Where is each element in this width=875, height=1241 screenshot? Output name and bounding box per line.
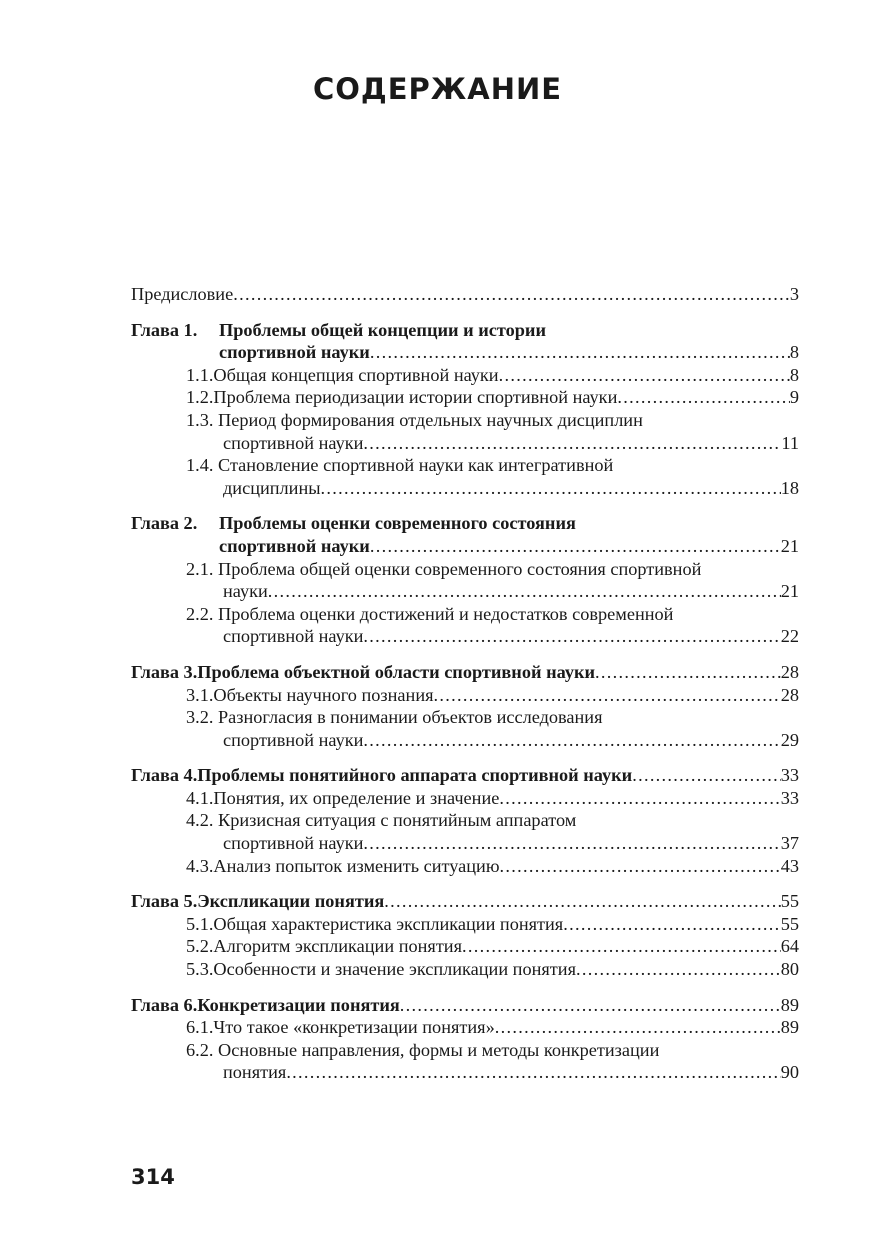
section-title: Общая характеристика экспликации понятия xyxy=(213,913,564,934)
dot-leader xyxy=(363,729,780,752)
section-entry[interactable] xyxy=(131,1016,799,1039)
table-of-contents xyxy=(131,283,799,1084)
page-number: 11 xyxy=(781,432,799,453)
dot-leader xyxy=(286,1061,780,1084)
section-number: 5.2. xyxy=(186,936,214,957)
section-number: 1.2. xyxy=(186,387,214,408)
section-title: Анализ попыток изменить ситуацию xyxy=(213,855,500,876)
section-title: Проблема оценки достижений и недостатков современной xyxy=(218,603,674,624)
chapter-number: Глава 5. xyxy=(131,891,198,912)
section-number: 2.1. xyxy=(186,558,214,579)
page-number: 21 xyxy=(780,535,799,556)
section-number: 2.2. xyxy=(186,603,214,624)
section-entry[interactable] xyxy=(131,558,799,581)
section-number: 6.2. xyxy=(186,1039,214,1060)
chapter-title: Конкретизации понятия xyxy=(197,994,400,1015)
section-title: Основные направления, формы и методы конкретизации xyxy=(218,1039,660,1060)
dot-leader xyxy=(268,580,781,603)
chapter-number: Глава 2. xyxy=(131,513,198,534)
section-title: Алгоритм экспликации понятия xyxy=(213,936,462,957)
section-title: спортивной науки xyxy=(223,432,364,453)
section-title: Объекты научного познания xyxy=(213,684,434,705)
section-entry[interactable] xyxy=(131,809,799,832)
section-entry[interactable] xyxy=(131,913,799,936)
chapter-number: Глава 4. xyxy=(131,765,198,786)
chapter-heading[interactable] xyxy=(131,319,799,342)
dot-leader xyxy=(321,477,781,500)
dot-leader xyxy=(370,341,790,364)
section-entry-continued[interactable] xyxy=(131,477,799,500)
toc-entry-label: Предисловие xyxy=(131,284,234,304)
chapter-title: спортивной науки xyxy=(219,535,370,556)
page-number: 21 xyxy=(780,581,799,602)
section-entry-continued[interactable] xyxy=(131,625,799,648)
section-number: 3.2. xyxy=(186,707,214,728)
section-number: 1.1. xyxy=(186,364,214,385)
section-entry[interactable] xyxy=(131,386,799,409)
page-number: 18 xyxy=(780,477,799,498)
section-number: 4.3. xyxy=(186,855,214,876)
chapter-heading[interactable] xyxy=(131,512,799,535)
chapter-title: Проблемы понятийного аппарата спортивной науки xyxy=(197,765,633,786)
dot-leader xyxy=(595,661,781,684)
page-number: 28 xyxy=(780,684,799,705)
section-entry[interactable] xyxy=(131,787,799,810)
section-title: спортивной науки xyxy=(223,626,364,647)
dot-leader xyxy=(400,994,781,1017)
dot-leader xyxy=(500,855,781,878)
page-number: 22 xyxy=(780,626,799,647)
page-number: 37 xyxy=(780,833,799,854)
section-number: 1.3. xyxy=(186,409,214,430)
section-entry[interactable] xyxy=(131,706,799,729)
dot-leader xyxy=(233,283,790,306)
chapter-heading[interactable] xyxy=(131,661,799,684)
section-entry[interactable] xyxy=(131,958,799,981)
chapter-title: Экспликации понятия xyxy=(197,891,385,912)
section-number: 5.1. xyxy=(186,913,214,934)
page-number: 33 xyxy=(780,787,799,808)
section-entry[interactable] xyxy=(131,935,799,958)
chapter-heading[interactable] xyxy=(131,994,799,1017)
section-title: Разногласия в понимании объектов исследования xyxy=(218,707,603,728)
chapter-heading[interactable] xyxy=(131,764,799,787)
chapter-title: спортивной науки xyxy=(219,342,370,363)
page-number: 55 xyxy=(780,891,799,912)
toc-entry-preface[interactable] xyxy=(131,283,799,306)
chapter-number: Глава 3. xyxy=(131,661,198,682)
section-entry-continued[interactable] xyxy=(131,1061,799,1084)
section-title: Общая концепция спортивной науки xyxy=(213,364,499,385)
dot-leader xyxy=(363,832,780,855)
section-title: Особенности и значение экспликации понятия xyxy=(213,959,576,980)
page-number: 3 xyxy=(789,284,799,304)
dot-leader xyxy=(363,432,781,455)
dot-leader xyxy=(576,958,781,981)
section-entry[interactable] xyxy=(131,603,799,626)
section-title: науки xyxy=(223,581,268,602)
dot-leader xyxy=(632,764,781,787)
page-number: 64 xyxy=(780,936,799,957)
dot-leader xyxy=(499,787,780,810)
section-entry-continued[interactable] xyxy=(131,832,799,855)
section-entry[interactable] xyxy=(131,454,799,477)
section-title: спортивной науки xyxy=(223,833,364,854)
page-folio: 314 xyxy=(131,1165,175,1189)
section-number: 4.1. xyxy=(186,787,214,808)
page-number: 29 xyxy=(780,729,799,750)
page-number: 89 xyxy=(780,1017,799,1038)
section-entry[interactable] xyxy=(131,409,799,432)
section-title: спортивной науки xyxy=(223,729,364,750)
section-title: понятия xyxy=(223,1062,287,1083)
section-title: Что такое «конкретизации понятия» xyxy=(213,1017,495,1038)
dot-leader xyxy=(462,935,781,958)
section-number: 1.4. xyxy=(186,455,214,476)
section-number: 4.2. xyxy=(186,810,214,831)
section-title: Проблема общей оценки современного состояния спортивной xyxy=(218,558,702,579)
dot-leader xyxy=(384,890,780,913)
dot-leader xyxy=(363,625,780,648)
section-entry-continued[interactable] xyxy=(131,580,799,603)
chapter-title: Проблема объектной области спортивной науки xyxy=(197,661,596,682)
page-number: 8 xyxy=(789,342,799,363)
chapter-number: Глава 6. xyxy=(131,994,198,1015)
section-title: Проблема периодизации истории спортивной науки xyxy=(213,387,618,408)
page-number: 80 xyxy=(780,959,799,980)
dot-leader xyxy=(617,386,790,409)
section-title: Понятия, их определение и значение xyxy=(213,787,500,808)
page-number: 28 xyxy=(780,661,799,682)
dot-leader xyxy=(563,913,780,936)
section-title: Становление спортивной науки как интегративной xyxy=(218,455,614,476)
section-entry[interactable] xyxy=(131,855,799,878)
section-title: дисциплины xyxy=(223,477,321,498)
page-title: СОДЕРЖАНИЕ xyxy=(312,72,563,106)
section-entry[interactable] xyxy=(131,364,799,387)
section-entry[interactable] xyxy=(131,1039,799,1062)
dot-leader xyxy=(499,364,790,387)
page-number: 55 xyxy=(780,913,799,934)
chapter-number: Глава 1. xyxy=(131,319,198,340)
page-number: 43 xyxy=(780,855,799,876)
section-entry[interactable] xyxy=(131,684,799,707)
section-title: Кризисная ситуация с понятийным аппаратом xyxy=(218,810,577,831)
dot-leader xyxy=(370,535,781,558)
page-number: 33 xyxy=(780,765,799,786)
chapter-title: Проблемы оценки современного состояния xyxy=(219,513,576,534)
chapter-title: Проблемы общей концепции и истории xyxy=(219,319,546,340)
section-number: 6.1. xyxy=(186,1017,214,1038)
page-number: 9 xyxy=(789,387,799,408)
dot-leader xyxy=(495,1016,781,1039)
page-number: 89 xyxy=(780,994,799,1015)
section-entry-continued[interactable] xyxy=(131,729,799,752)
section-number: 3.1. xyxy=(186,684,214,705)
page-number: 8 xyxy=(789,364,799,385)
section-number: 5.3. xyxy=(186,959,214,980)
chapter-heading-continued[interactable] xyxy=(131,535,799,558)
page-number: 90 xyxy=(780,1062,799,1083)
chapter-heading-continued[interactable] xyxy=(131,341,799,364)
section-entry-continued[interactable] xyxy=(131,432,799,455)
dot-leader xyxy=(434,684,781,707)
chapter-heading[interactable] xyxy=(131,890,799,913)
section-title: Период формирования отдельных научных дисциплин xyxy=(218,409,643,430)
